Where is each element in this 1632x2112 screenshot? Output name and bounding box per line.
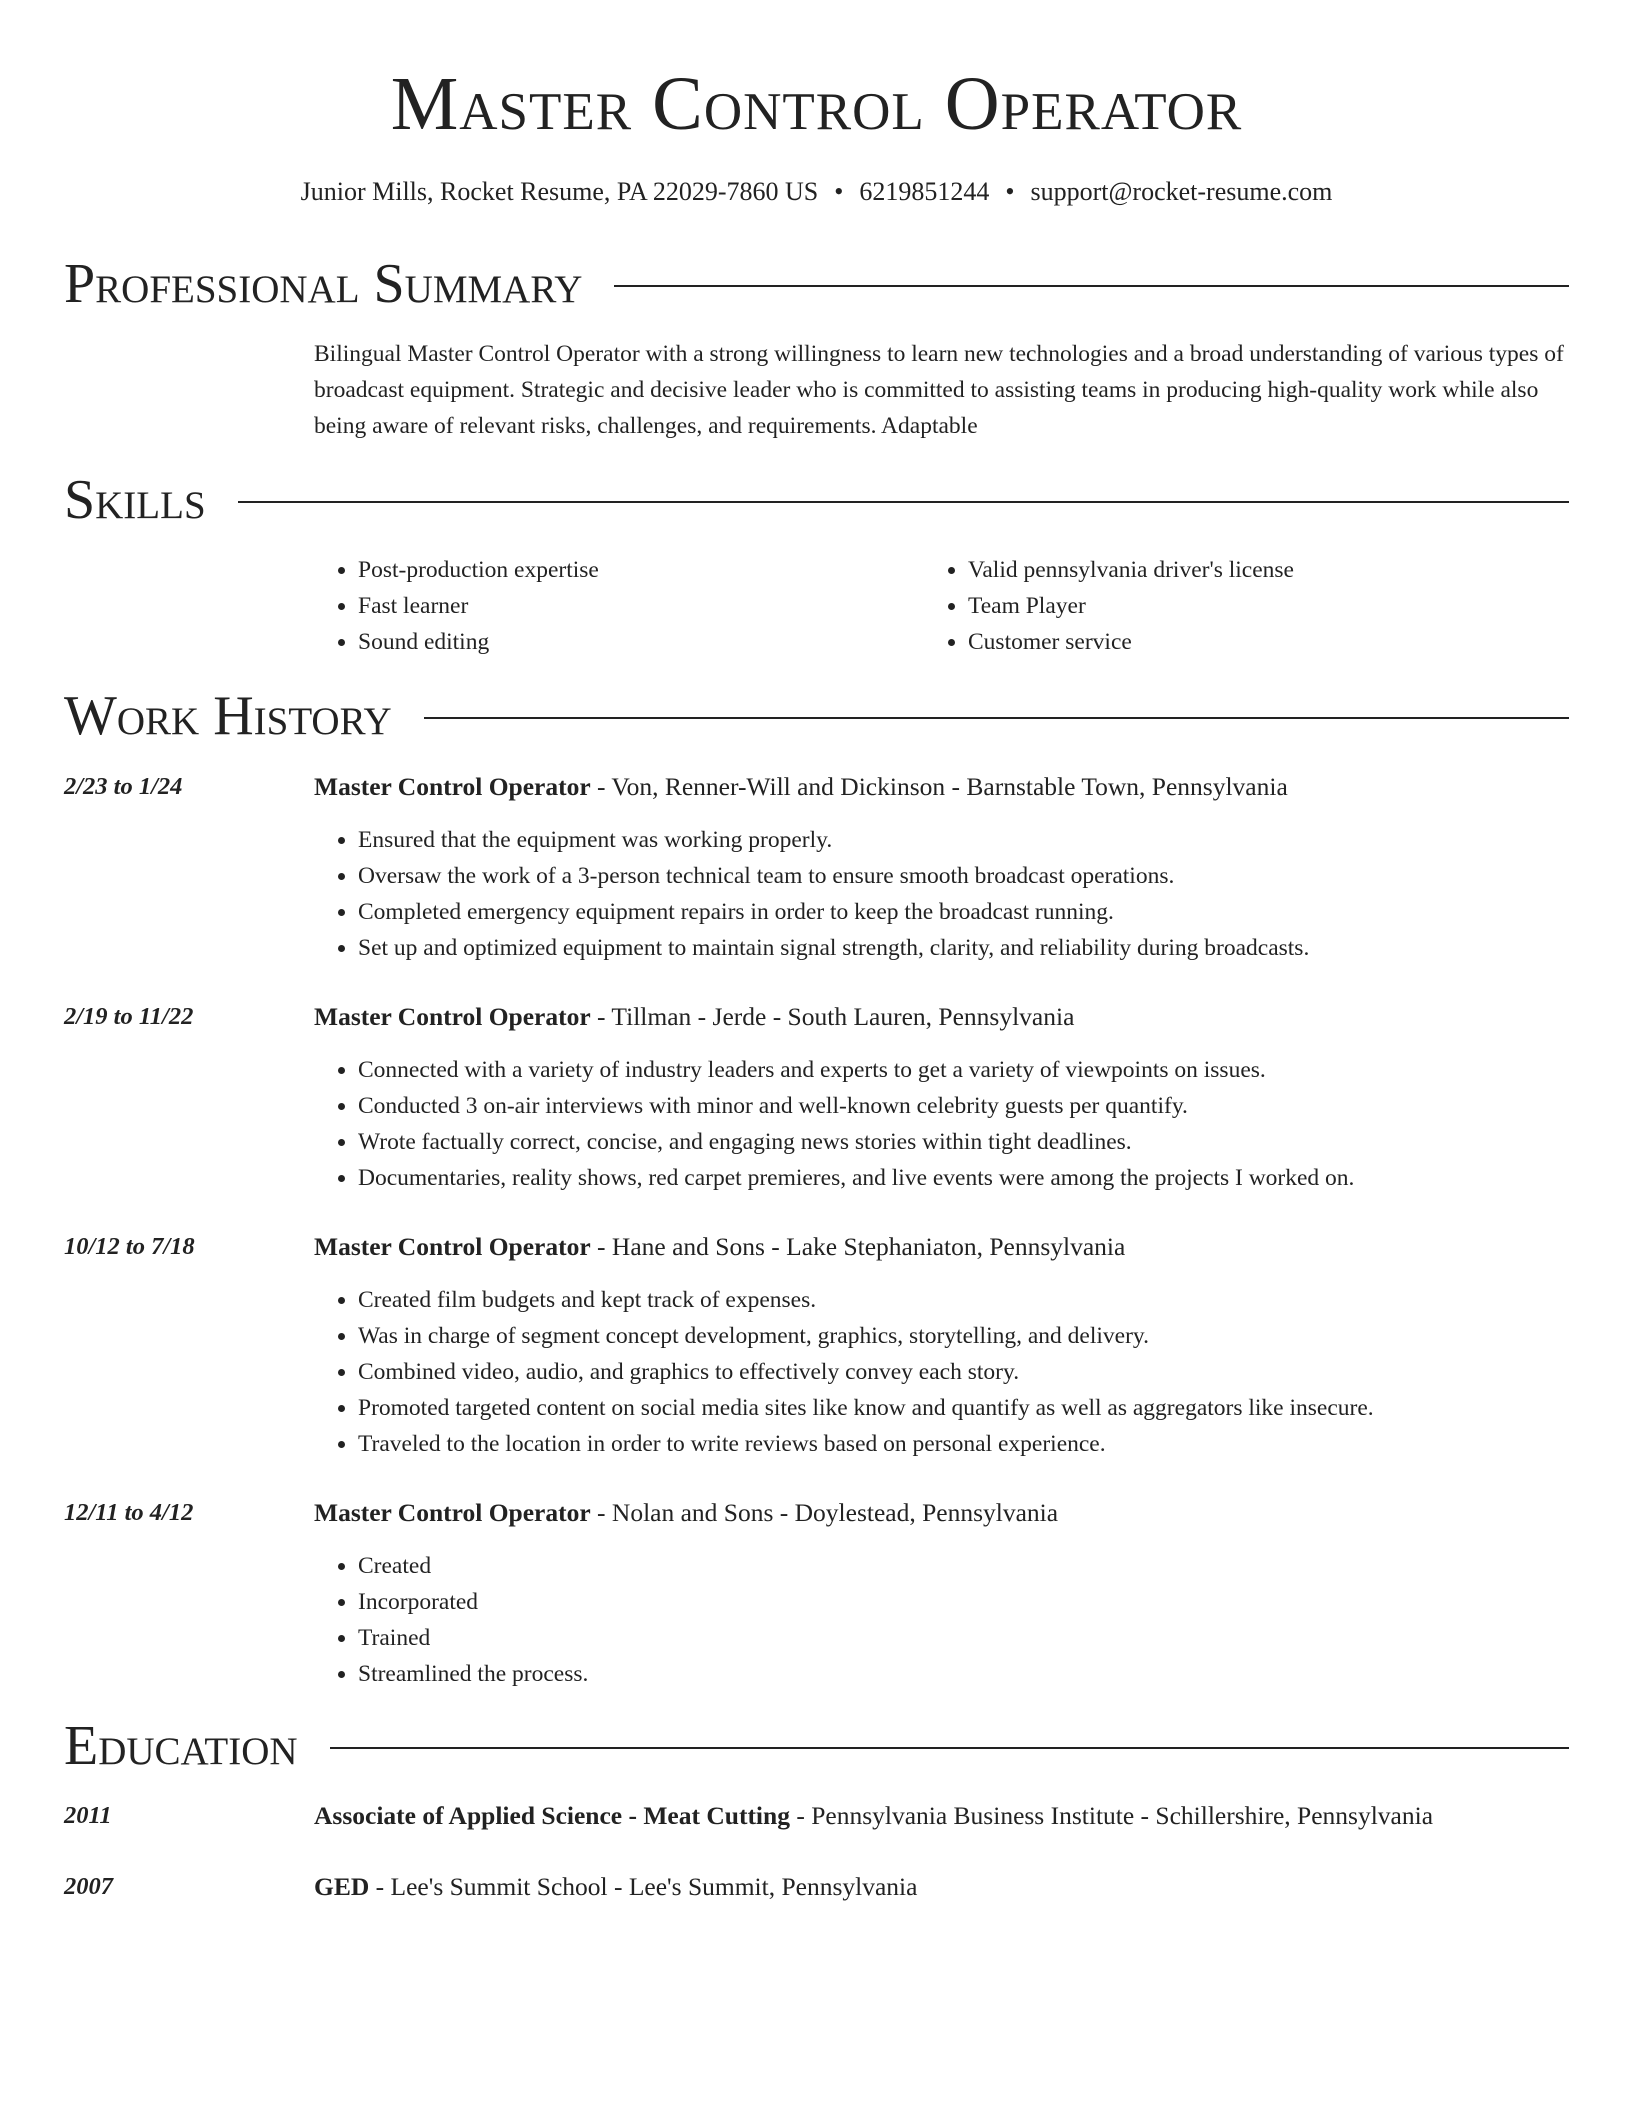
job-bullet: • Wrote factually correct, concise, and engaging news stories within tight deadlines. bbox=[358, 1124, 1569, 1160]
education-year: 2007 bbox=[64, 1873, 113, 1900]
contact-phone: 6219851244 bbox=[859, 177, 990, 206]
education-section-header bbox=[64, 1711, 1569, 1781]
education-degree: Associate of Applied Science - Meat Cutting bbox=[314, 1801, 790, 1830]
job-dates: 12/11 to 4/12 bbox=[64, 1499, 194, 1526]
section-divider bbox=[330, 1747, 1569, 1749]
skill-item: • Customer service bbox=[968, 624, 1294, 660]
job-title: Master Control Operator bbox=[314, 1232, 591, 1261]
education-entry bbox=[314, 1867, 917, 1907]
skill-item: • Team Player bbox=[968, 588, 1294, 624]
job-bullet: • Trained bbox=[358, 1620, 1569, 1656]
job-details: - Tillman - Jerde - South Lauren, Pennsylvania bbox=[590, 1002, 1075, 1031]
job-bullet: • Conducted 3 on-air interviews with minor and well-known celebrity guests per quantify. bbox=[358, 1088, 1569, 1124]
contact-address: Junior Mills, Rocket Resume, PA 22029-7860 US bbox=[300, 177, 819, 206]
job-bullets bbox=[314, 1282, 1569, 1462]
job-bullets bbox=[314, 1052, 1569, 1196]
job-bullet: • Promoted targeted content on social media sites like know and quantify as well as aggregators like insecure. bbox=[358, 1390, 1569, 1426]
candidate-name: Master Control Operator bbox=[390, 62, 1243, 146]
education-degree: GED bbox=[314, 1872, 370, 1901]
job-details: - Nolan and Sons - Doylestead, Pennsylvania bbox=[590, 1498, 1059, 1527]
job-bullets bbox=[314, 822, 1569, 966]
job-bullet: • Traveled to the location in order to write reviews based on personal experience. bbox=[358, 1426, 1569, 1462]
contact-line bbox=[64, 172, 1569, 212]
job-bullet: • Created bbox=[358, 1548, 1569, 1584]
job-bullet: • Combined video, audio, and graphics to effectively convey each story. bbox=[358, 1354, 1569, 1390]
job-dates: 2/19 to 11/22 bbox=[64, 1003, 194, 1030]
job-title: Master Control Operator bbox=[314, 772, 591, 801]
job-dates: 10/12 to 7/18 bbox=[64, 1233, 195, 1260]
work-heading: Work History bbox=[64, 685, 392, 747]
summary-section-header bbox=[64, 249, 1569, 319]
job-dates: 2/23 to 1/24 bbox=[64, 773, 183, 800]
education-heading: Education bbox=[64, 1715, 298, 1777]
job-bullet: • Incorporated bbox=[358, 1584, 1569, 1620]
job-title-line bbox=[314, 1493, 1058, 1533]
skill-item: • Fast learner bbox=[358, 588, 599, 624]
section-divider bbox=[424, 717, 1569, 719]
job-title-line bbox=[314, 997, 1074, 1037]
job-bullet: • Was in charge of segment concept development, graphics, storytelling, and delivery. bbox=[358, 1318, 1569, 1354]
skills-section-header bbox=[64, 465, 1569, 535]
job-bullet: • Set up and optimized equipment to maintain signal strength, clarity, and reliability during broadcasts. bbox=[358, 930, 1569, 966]
summary-text: Bilingual Master Control Operator with a strong willingness to learn new technologies and a broad understanding of various types of broadcast equipment. Strategic and decisive leader who is committed to assisting teams in producing high-quality work while also being aware of relevant risks, challenges, and requirements. Adaptable bbox=[314, 341, 1564, 439]
job-title-line bbox=[314, 1227, 1125, 1267]
job-bullet: • Oversaw the work of a 3-person technical team to ensure smooth broadcast operations. bbox=[358, 858, 1569, 894]
education-details: - Lee's Summit School - Lee's Summit, Pennsylvania bbox=[369, 1872, 918, 1901]
education-details: - Pennsylvania Business Institute - Schillershire, Pennsylvania bbox=[789, 1801, 1434, 1830]
skill-item: • Valid pennsylvania driver's license bbox=[968, 552, 1294, 588]
job-title-line bbox=[314, 767, 1288, 807]
job-details: - Hane and Sons - Lake Stephaniaton, Pennsylvania bbox=[590, 1232, 1126, 1261]
section-divider bbox=[238, 501, 1569, 503]
skills-list-right bbox=[924, 552, 1294, 660]
section-divider bbox=[614, 285, 1569, 287]
job-details: - Von, Renner-Will and Dickinson - Barnstable Town, Pennsylvania bbox=[590, 772, 1288, 801]
job-bullet: • Ensured that the equipment was working properly. bbox=[358, 822, 1569, 858]
job-bullet: • Documentaries, reality shows, red carpet premieres, and live events were among the projects I worked on. bbox=[358, 1160, 1569, 1196]
skill-item: • Post-production expertise bbox=[358, 552, 599, 588]
skill-item: • Sound editing bbox=[358, 624, 599, 660]
education-year: 2011 bbox=[64, 1802, 112, 1829]
job-bullet: • Streamlined the process. bbox=[358, 1656, 1569, 1692]
job-bullets bbox=[314, 1548, 1569, 1692]
job-bullet: • Connected with a variety of industry leaders and experts to get a variety of viewpoints on issues. bbox=[358, 1052, 1569, 1088]
job-title: Master Control Operator bbox=[314, 1498, 591, 1527]
contact-email: support@rocket-resume.com bbox=[1030, 177, 1333, 206]
skills-heading: Skills bbox=[64, 469, 206, 531]
job-title: Master Control Operator bbox=[314, 1002, 591, 1031]
summary-heading: Professional Summary bbox=[64, 253, 583, 315]
skills-list-left bbox=[314, 552, 599, 660]
contact-separator: • bbox=[834, 177, 844, 206]
job-bullet: • Created film budgets and kept track of expenses. bbox=[358, 1282, 1569, 1318]
contact-separator: • bbox=[1005, 177, 1015, 206]
job-bullet: • Completed emergency equipment repairs in order to keep the broadcast running. bbox=[358, 894, 1569, 930]
education-entry bbox=[314, 1796, 1433, 1836]
work-section-header bbox=[64, 681, 1569, 751]
